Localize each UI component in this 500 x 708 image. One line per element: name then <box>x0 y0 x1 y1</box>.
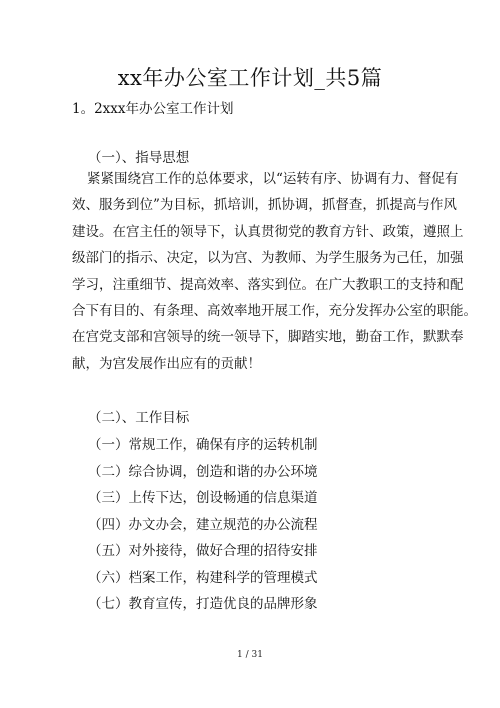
paragraph-line: 学习，注重细节、提高效率、落实到位。在广大教职工的支持和配 <box>72 276 464 293</box>
document-title: xx年办公室工作计划_共5篇 <box>117 66 383 90</box>
goal-item: （六）档案工作，构建科学的管理模式 <box>88 569 318 586</box>
goal-item: （四）办文办会，建立规范的办公流程 <box>88 516 318 533</box>
paragraph-line: 紧紧围绕宫工作的总体要求，以“运转有序、协调有力、督促有 <box>87 171 459 187</box>
goal-item: （三）上传下达，创设畅通的信息渠道 <box>88 490 318 506</box>
guiding-ideology-paragraph <box>72 166 477 377</box>
page-number: 1 / 31 <box>237 650 263 660</box>
goal-item: （五）对外接待，做好合理的招待安排 <box>88 543 318 559</box>
work-goals-list <box>88 432 318 618</box>
section-heading-work-goals: （二）、工作目标 <box>88 410 190 426</box>
paragraph-line: 效、服务到位”为目标，抓培训，抓协调，抓督查，抓提高与作风 <box>72 197 457 214</box>
goal-item: （一）常规工作，确保有序的运转机制 <box>88 437 318 453</box>
paragraph-line: 建设。在宫主任的领导下，认真贯彻党的教育方针、政策，遵照上 <box>72 223 464 240</box>
document-subtitle: 1。2xxx年办公室工作计划 <box>72 101 234 117</box>
section-heading-guiding-ideology: （一）、指导思想 <box>88 150 190 166</box>
goal-item: （七）教育宣传，打造优良的品牌形象 <box>88 596 318 612</box>
paragraph-line: 合下有目的、有条理、高效率地开展工作，充分发挥办公室的职能。 <box>72 303 477 320</box>
paragraph-line: 级部门的指示、决定，以为宫、为教师、为学生服务为己任，加强 <box>72 250 464 267</box>
paragraph-line: 献，为宫发展作出应有的贡献！ <box>72 355 261 372</box>
goal-item: （二）综合协调，创造和谐的办公环境 <box>88 463 318 480</box>
paragraph-line: 在宫党支部和宫领导的统一领导下，脚踏实地，勤奋工作，默默奉 <box>72 329 464 346</box>
